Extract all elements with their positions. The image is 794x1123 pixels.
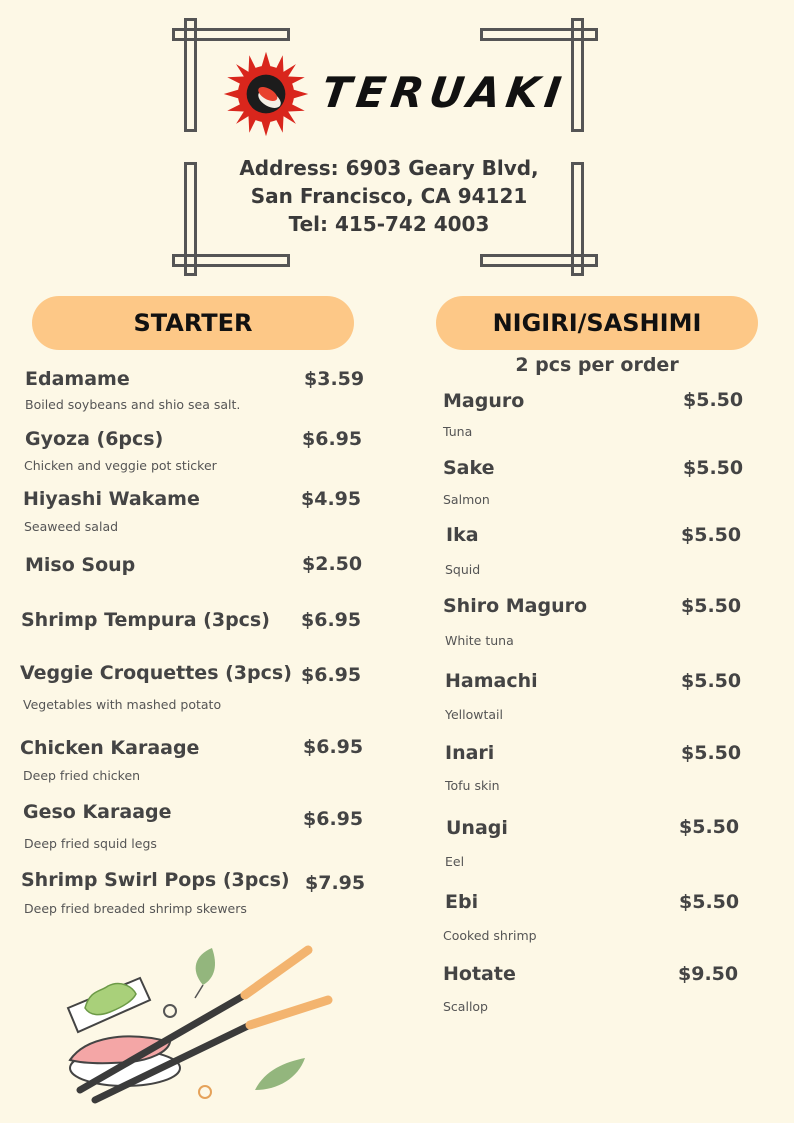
item-desc: Vegetables with mashed potato: [23, 697, 222, 712]
address-line-1: Address: 6903 Geary Blvd,: [239, 156, 539, 180]
item-price: $6.95: [302, 428, 363, 450]
item-desc: Salmon: [443, 492, 490, 507]
item-price: $7.95: [305, 872, 366, 894]
item-desc: Yellowtail: [445, 707, 503, 722]
item-desc: Deep fried breaded shrimp skewers: [24, 901, 247, 916]
item-name: Hamachi: [445, 670, 538, 692]
item-price: $2.50: [302, 553, 363, 575]
item-name: Veggie Croquettes (3pcs): [20, 662, 292, 684]
item-price: $6.95: [303, 808, 364, 830]
item-name: Edamame: [25, 368, 130, 390]
item-name: Geso Karaage: [23, 801, 172, 823]
item-desc: Boiled soybeans and shio sea salt.: [25, 397, 241, 412]
item-desc: Deep fried chicken: [23, 768, 141, 783]
item-name: Ebi: [445, 891, 479, 913]
item-desc: White tuna: [445, 633, 514, 648]
item-price: $5.50: [681, 524, 742, 546]
starter-section-title: STARTER: [32, 296, 354, 350]
item-price: $5.50: [681, 742, 742, 764]
item-price: $4.95: [301, 488, 362, 510]
item-price: $5.50: [679, 816, 740, 838]
item-desc: Scallop: [443, 999, 488, 1014]
item-price: $5.50: [681, 595, 742, 617]
item-name: Shrimp Tempura (3pcs): [21, 609, 270, 631]
item-desc: Tuna: [443, 424, 473, 439]
item-price: $5.50: [683, 457, 744, 479]
item-name: Hiyashi Wakame: [23, 488, 200, 510]
item-desc: Seaweed salad: [24, 519, 119, 534]
item-desc: Tofu skin: [445, 778, 500, 793]
item-name: Unagi: [446, 817, 508, 839]
item-price: $5.50: [679, 891, 740, 913]
item-desc: Cooked shrimp: [443, 928, 537, 943]
item-desc: Squid: [445, 562, 481, 577]
item-desc: Chicken and veggie pot sticker: [24, 458, 217, 473]
item-desc: Deep fried squid legs: [24, 836, 157, 851]
item-name: Ika: [446, 524, 479, 546]
item-name: Shiro Maguro: [443, 595, 588, 617]
nigiri-note: 2 pcs per order: [515, 354, 679, 376]
item-name: Chicken Karaage: [20, 737, 200, 759]
item-name: Gyoza (6pcs): [25, 428, 164, 450]
item-name: Maguro: [443, 390, 525, 412]
brand-name: TERUAKI: [318, 68, 571, 117]
sushi-illustration: [40, 930, 340, 1110]
item-name: Hotate: [443, 963, 516, 985]
item-price: $9.50: [678, 963, 739, 985]
nigiri-section-title: NIGIRI/SASHIMI: [436, 296, 758, 350]
item-price: $6.95: [301, 664, 362, 686]
item-desc: Eel: [445, 854, 465, 869]
item-name: Shrimp Swirl Pops (3pcs): [21, 869, 290, 891]
address-line-2: San Francisco, CA 94121: [250, 184, 528, 208]
item-name: Inari: [445, 742, 495, 764]
item-price: $6.95: [301, 609, 362, 631]
item-price: $5.50: [681, 670, 742, 692]
item-name: Sake: [443, 457, 495, 479]
item-price: $3.59: [304, 368, 365, 390]
item-price: $6.95: [303, 736, 364, 758]
telephone: Tel: 415-742 4003: [288, 212, 490, 236]
item-name: Miso Soup: [25, 554, 136, 576]
sun-logo-icon: [222, 50, 310, 138]
item-price: $5.50: [683, 389, 744, 411]
